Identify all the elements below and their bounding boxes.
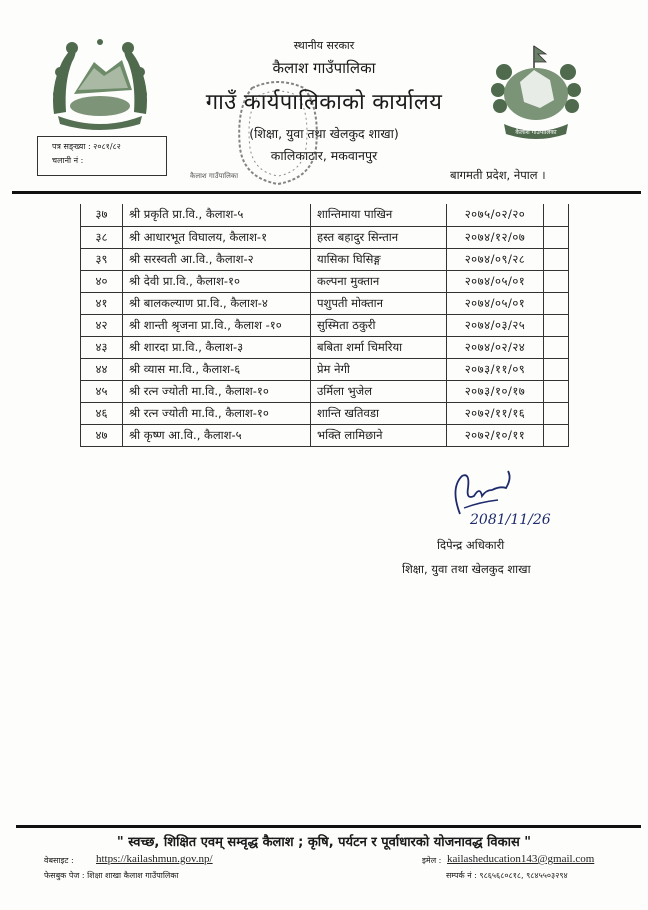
- email-link[interactable]: kailasheducation143@gmail.com: [447, 853, 595, 865]
- blank-cell: [544, 226, 569, 248]
- letter-number: पत्र सङ्ख्या : २०८१/८२: [52, 142, 121, 151]
- teacher-name-cell: पशुपती मोक्तान: [311, 292, 447, 314]
- header-office-title: गाउँ कार्यपालिकाको कार्यालय: [205, 90, 443, 115]
- school-cell: श्री प्रकृति प्रा.वि., कैलाश-५: [123, 204, 311, 226]
- blank-cell: [544, 380, 569, 402]
- teacher-name-cell: हस्त बहादुर सिन्तान: [311, 226, 447, 248]
- teacher-name-cell: यासिका घिसिङ्ग: [311, 248, 447, 270]
- teacher-name-cell: बबिता शर्मा चिमरिया: [311, 336, 447, 358]
- date-cell: २०७२/११/१६: [447, 402, 544, 424]
- table-row: [81, 270, 569, 292]
- date-cell: २०७४/१२/०७: [447, 226, 544, 248]
- serial-number-cell: ४२: [81, 314, 123, 336]
- province-country: बागमती प्रदेश, नेपाल ।: [450, 168, 546, 182]
- signer-name: दिपेन्द्र अधिकारी: [437, 538, 505, 552]
- blank-cell: [544, 292, 569, 314]
- date-cell: २०७४/०५/०१: [447, 270, 544, 292]
- table-row: [81, 402, 569, 424]
- serial-number-cell: ३८: [81, 226, 123, 248]
- serial-number-cell: ४०: [81, 270, 123, 292]
- serial-number-cell: ४७: [81, 424, 123, 446]
- teacher-name-cell: प्रेम नेगी: [311, 358, 447, 380]
- teacher-name-cell: शान्तिमाया पाखिन: [311, 204, 447, 226]
- office-seal-stamp-icon: [232, 78, 324, 186]
- website-link[interactable]: https://kailashmun.gov.np/: [96, 853, 213, 865]
- facebook-page: फेसबुक पेज : शिक्षा शाखा कैलाश गाउँपालिका: [44, 871, 179, 880]
- reference-box: [37, 136, 167, 176]
- header-address: कालिकाटार, मकवानपुर: [270, 148, 378, 163]
- website-label: वेबसाइट :: [44, 856, 74, 865]
- table-row: [81, 336, 569, 358]
- serial-number-cell: ४५: [81, 380, 123, 402]
- blank-cell: [544, 270, 569, 292]
- serial-number-cell: ४१: [81, 292, 123, 314]
- signer-branch: शिक्षा, युवा तथा खेलकुद शाखा: [402, 562, 531, 576]
- footer-divider: [16, 825, 641, 828]
- signature-date: 2081/11/26: [470, 512, 551, 528]
- date-cell: २०७४/०५/०१: [447, 292, 544, 314]
- table-row: [81, 248, 569, 270]
- school-cell: श्री सरस्वती आ.वि., कैलाश-२: [123, 248, 311, 270]
- school-cell: श्री व्यास मा.वि., कैलाश-६: [123, 358, 311, 380]
- header-local-government: स्थानीय सरकार: [293, 39, 355, 52]
- table-row: [81, 204, 569, 226]
- table-row: [81, 292, 569, 314]
- serial-number-cell: ३९: [81, 248, 123, 270]
- teacher-name-cell: शान्ति खतिवडा: [311, 402, 447, 424]
- footer-motto: " स्वच्छ, शिक्षित एवम् सम्वृद्ध कैलाश ; कृषि, पर्यटन र पूर्वाधारको योजनावद्ध विकास ": [116, 835, 532, 850]
- date-cell: २०७४/०३/२५: [447, 314, 544, 336]
- table-row: [81, 226, 569, 248]
- table-row: [81, 424, 569, 446]
- date-cell: २०७४/०९/२८: [447, 248, 544, 270]
- school-cell: श्री बालकल्याण प्रा.वि., कैलाश-४: [123, 292, 311, 314]
- teacher-name-cell: सुस्मिता ठकुरी: [311, 314, 447, 336]
- header-divider: [12, 191, 641, 194]
- email-label: इमेल :: [422, 856, 442, 865]
- blank-cell: [544, 336, 569, 358]
- serial-number-cell: ४३: [81, 336, 123, 358]
- teacher-roster-table: [80, 204, 569, 447]
- teacher-name-cell: कल्पना मुक्तान: [311, 270, 447, 292]
- date-cell: २०७४/०२/२४: [447, 336, 544, 358]
- blank-cell: [544, 204, 569, 226]
- blank-cell: [544, 402, 569, 424]
- serial-number-cell: ४६: [81, 402, 123, 424]
- date-cell: २०७३/१०/१७: [447, 380, 544, 402]
- school-cell: श्री रत्न ज्योती मा.वि., कैलाश-१०: [123, 402, 311, 424]
- teacher-name-cell: भक्ति लामिछाने: [311, 424, 447, 446]
- blank-cell: [544, 314, 569, 336]
- header-municipality-name: कैलाश गाउँपालिका: [272, 59, 376, 77]
- dispatch-number: चलानी नं :: [52, 156, 84, 165]
- teacher-name-cell: उर्मिला भुजेल: [311, 380, 447, 402]
- serial-number-cell: ३७: [81, 204, 123, 226]
- blank-cell: [544, 248, 569, 270]
- school-cell: श्री शारदा प्रा.वि., कैलाश-३: [123, 336, 311, 358]
- date-cell: २०७२/१०/११: [447, 424, 544, 446]
- contact-phone: सम्पर्क नं : ९८६५६८०८१८, ९८४५५०३२९४: [446, 871, 568, 880]
- blank-cell: [544, 424, 569, 446]
- table-row: [81, 358, 569, 380]
- emblem-caption: कैलाश गाउँपालिका: [515, 129, 557, 136]
- table-row: [81, 380, 569, 402]
- serial-number-cell: ४४: [81, 358, 123, 380]
- date-cell: २०७३/११/०९: [447, 358, 544, 380]
- school-cell: श्री रत्न ज्योती मा.वि., कैलाश-१०: [123, 380, 311, 402]
- school-cell: श्री शान्ती श्रृजना प्रा.वि., कैलाश -१०: [123, 314, 311, 336]
- date-cell: २०७५/०२/२०: [447, 204, 544, 226]
- blank-cell: [544, 358, 569, 380]
- handwritten-signature-icon: [440, 470, 570, 518]
- school-cell: श्री देवी प्रा.वि., कैलाश-१०: [123, 270, 311, 292]
- school-cell: श्री कृष्ण आ.वि., कैलाश-५: [123, 424, 311, 446]
- header-branch: (शिक्षा, युवा तथा खेलकुद शाखा): [249, 126, 399, 141]
- table-row: [81, 314, 569, 336]
- stamp-text: कैलाश गाउँपालिका: [189, 172, 239, 180]
- school-cell: श्री आधारभूत विघालय, कैलाश-१: [123, 226, 311, 248]
